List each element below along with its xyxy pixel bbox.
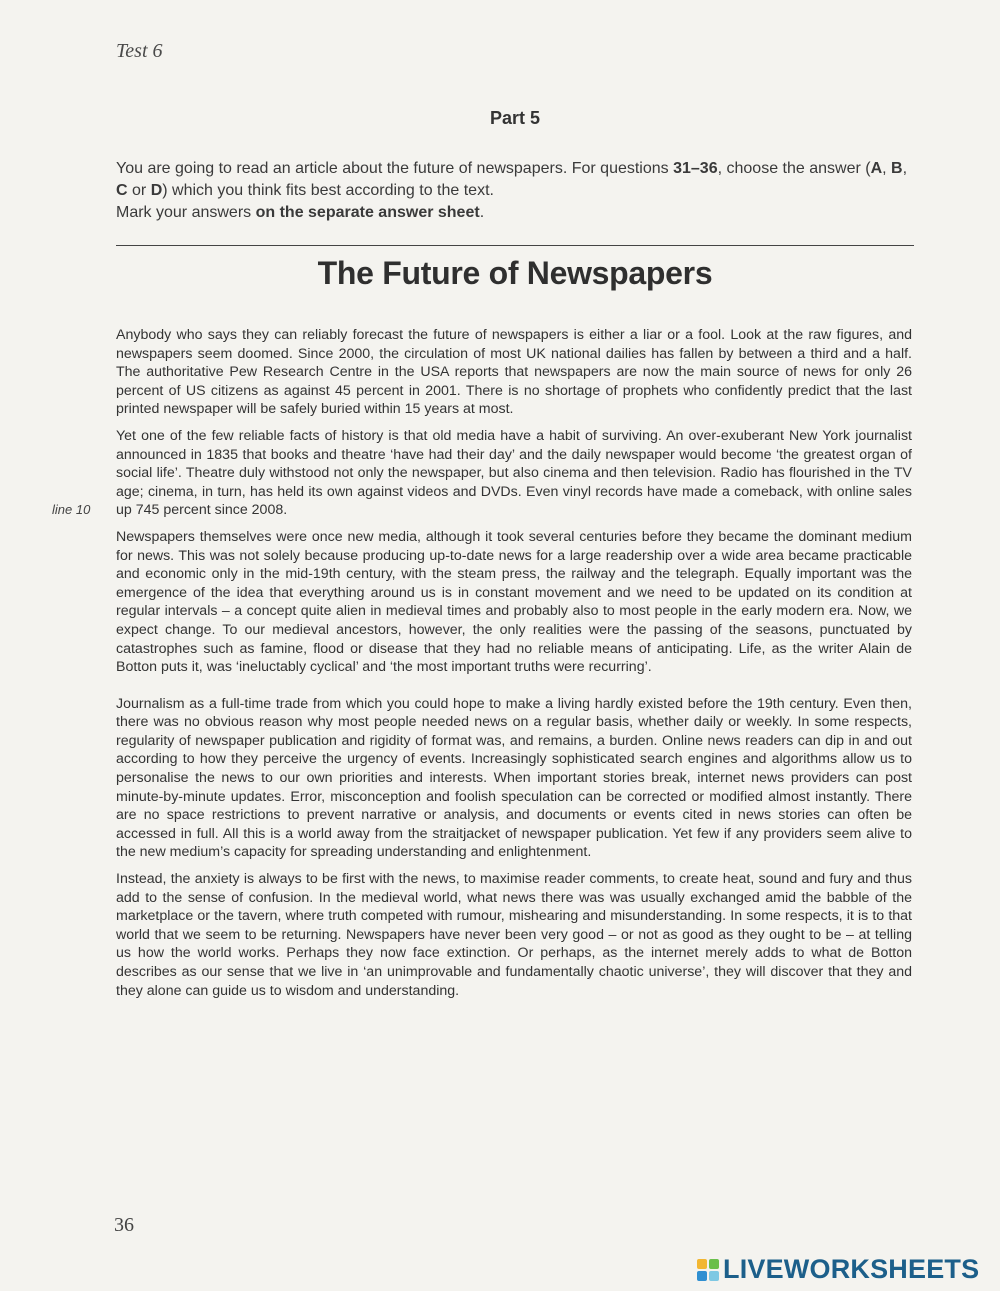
logo-square: [697, 1259, 707, 1269]
article-body: [116, 326, 912, 1008]
article-paragraph-2: Yet one of the few reliable facts of history is that old media have a habit of surviving. An over-exuberant New York journalist announced in 1835 that books and theatre ‘have had their day’ and the daily newspaper would become ‘the greatest organ of social life’. Theatre duly withstood not only the newspaper, but also cinema and then television. Radio has flourished in the TV age; cinema, in turn, has held its own against videos and DVDs. Even vinyl records have made a comeback, with online sales up 745 percent since 2008.: [116, 427, 912, 519]
article-paragraph-4: Journalism as a full-time trade from which you could hope to make a living hardly existed before the 19th century. Even then, there was no obvious reason why most people needed news on a regular basis, whether daily or weekly. In some respects, regularity of newspaper publication and rigidity of format was, and remains, a burden. Online news readers can dip in and out according to how they perceive the urgency of events. Increasingly sophisticated search engines and algorithms allow us to personalise the news to our own priorities and interests. When important stories break, internet news providers can post minute-by-minute updates. Error, misconception and foolish speculation can be corrected or modified almost instantly. There are no space restrictions to prevent narrative or analysis, and documents or events cited in news stories can often be accessed in full. All this is a world away from the straitjacket of newspaper publication. Yet few if any providers seem alive to the new medium’s capacity for spreading understanding and enlightenment.: [116, 695, 912, 861]
option-d: D: [150, 182, 163, 199]
instructions-text: You are going to read an article about the future of newspapers. For questions: [116, 160, 674, 177]
option-a: A: [870, 160, 883, 177]
logo-grid-icon: [697, 1259, 719, 1281]
question-range: 31–36: [673, 160, 718, 177]
article-title: The Future of Newspapers: [317, 255, 713, 291]
separator: ,: [902, 160, 908, 177]
instructions-line-1: [116, 158, 916, 202]
instructions-text: .: [479, 204, 485, 221]
instructions-text: , choose the answer (: [717, 160, 871, 177]
section-divider: [116, 245, 914, 246]
page-number: 36: [114, 1214, 134, 1236]
instructions-text: Mark your answers: [116, 204, 256, 221]
option-c: C: [116, 182, 128, 199]
separator: or: [127, 182, 151, 199]
article-paragraph-5: Instead, the anxiety is always to be first with the news, to maximise reader comments, to create heat, sound and fury and thus add to the sense of confusion. In the medieval world, what news there was was usually exchanged amid the babble of the marketplace or the tavern, where truth competed with rumour, mishearing and misunderstanding. In some respects, it is to that world that we seem to be returning. Newspapers have never been very good – or not as good as they ought to be – at telling us how the world works. Perhaps they now face extinction. Or perhaps, as the internet merely adds to what de Botton describes as our sense that we live in ‘an unimprovable and fundamentally chaotic universe’, they will discover that they and they alone can guide us to wisdom and understanding.: [116, 871, 912, 999]
logo-square: [709, 1271, 719, 1281]
logo-text: LIVEWORKSHEETS: [723, 1254, 980, 1284]
answer-sheet-emphasis: on the separate answer sheet: [255, 204, 480, 221]
article-paragraph-3: Newspapers themselves were once new media, although it took several centuries before they became the dominant medium for news. This was not solely because producing up-to-date news for a large readership over a wide area became practicable and economic only in the mid-19th century, with the steam press, the railway and the telegraph. Equally important was the emergence of the idea that everything around us is in constant movement and we need to be updated on its condition at regular intervals – a concept quite alien in medieval times and probably also to most people in the early modern era. Now, we expect change. To our medieval ancestors, however, the only realities were the passing of the seasons, punctuated by catastrophes such as famine, flood or disease that they had no reliable means of anticipating. Life, as the writer Alain de Botton puts it, was ‘ineluctably cyclical’ and ‘the most important truths were recurring’.: [116, 528, 912, 676]
line-reference: line 10: [52, 502, 91, 517]
article-paragraph-1: Anybody who says they can reliably forecast the future of newspapers is either a liar or a fool. Look at the raw figures, and newspapers seem doomed. Since 2000, the circulation of most UK national dailies has fallen by between a third and a half. The authoritative Pew Research Centre in the USA reports that newspapers are now the main source of news for only 26 percent of US citizens as against 45 percent in 2001. There is no shortage of prophets who confidently predict that the last printed newspaper will be safely buried within 15 years at most.: [116, 327, 912, 418]
logo-square: [709, 1259, 719, 1269]
instructions-line-2: [116, 202, 916, 224]
logo-square: [697, 1271, 707, 1281]
test-label: Test 6: [116, 40, 163, 62]
liveworksheets-logo[interactable]: [697, 1254, 979, 1285]
instructions-text: ) which you think fits best according to the text.: [162, 182, 494, 199]
instructions: [116, 158, 916, 224]
option-b: B: [891, 160, 903, 177]
separator: ,: [882, 160, 892, 177]
part-title: Part 5: [489, 108, 541, 128]
